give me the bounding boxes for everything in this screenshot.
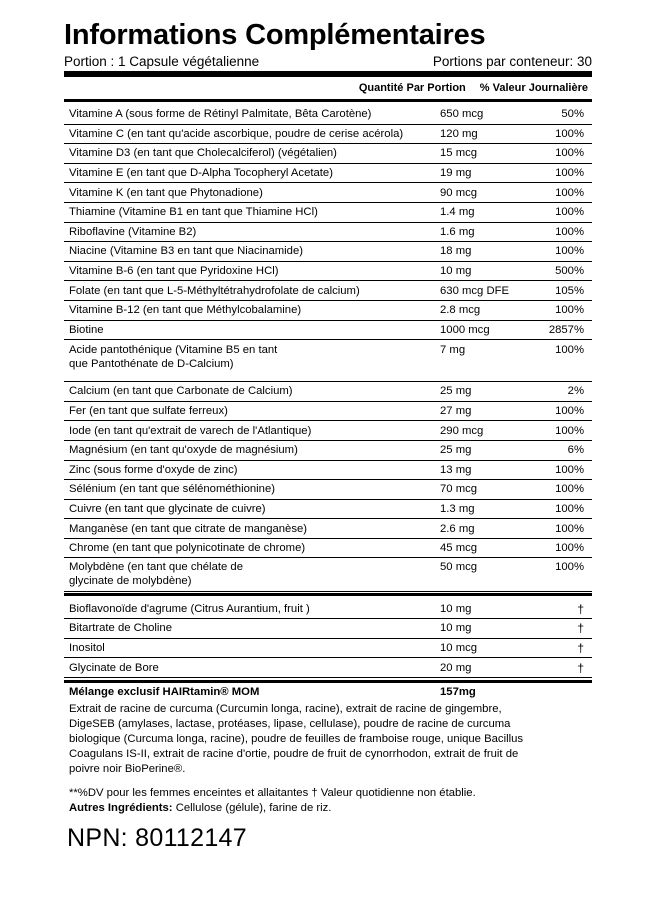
ingredient-name-line: que Pantothénate de D-Calcium)	[69, 358, 234, 371]
blend-ingredients	[69, 702, 592, 777]
ingredient-dv: 100%	[555, 522, 584, 535]
other-ingredients-table	[64, 599, 592, 677]
nutrient-row	[64, 164, 592, 184]
ingredient-name: Fer (en tant que sulfate ferreux)	[69, 405, 228, 418]
ingredient-dv: 100%	[555, 405, 584, 418]
ingredient-name: Inositol	[69, 641, 105, 654]
ingredient-dv: 100%	[555, 167, 584, 180]
nutrient-row	[64, 242, 592, 262]
ingredient-amount: 1.3 mg	[440, 502, 475, 515]
ingredient-name: Calcium (en tant que Carbonate de Calcium)	[69, 385, 293, 398]
other-ingredients-line	[69, 801, 592, 816]
ingredient-amount: 19 mg	[440, 167, 472, 180]
ingredient-dv: †	[577, 621, 584, 636]
nutrient-row	[64, 144, 592, 164]
blend-amount: 157mg	[440, 685, 476, 698]
nutrient-row	[64, 500, 592, 520]
ingredient-amount: 2.6 mg	[440, 522, 475, 535]
blend-line: poivre noir BioPerine®.	[69, 762, 186, 775]
ingredient-amount: 25 mg	[440, 444, 472, 457]
ingredient-name: Riboflavine (Vitamine B2)	[69, 225, 197, 238]
ingredient-amount: 18 mg	[440, 245, 472, 258]
nutrient-row	[64, 281, 592, 301]
nutrient-row	[64, 105, 592, 125]
other-ingredient-row	[64, 658, 592, 678]
nutrient-row	[64, 461, 592, 481]
blend-line: DigeSEB (amylases, lactase, protéases, lipase, cellulase), poudre de racine de curcuma	[69, 717, 511, 730]
ingredient-amount: 1.6 mg	[440, 225, 475, 238]
nutrient-row	[64, 441, 592, 461]
blend-line: Extrait de racine de curcuma (Curcumin longa, racine), extrait de racine de gingembre,	[69, 702, 502, 715]
ingredient-name: Iode (en tant qu'extrait de varech de l'Atlantique)	[69, 424, 312, 437]
serving-info	[64, 54, 592, 70]
nutrient-row	[64, 223, 592, 243]
ingredient-name: Sélénium (en tant que sélénométhionine)	[69, 483, 275, 496]
ingredient-name: Bioflavonoïde d'agrume (Citrus Aurantium, fruit )	[69, 602, 310, 615]
divider-medium	[64, 593, 592, 596]
ingredient-dv: 100%	[555, 463, 584, 476]
ingredient-amount: 7 mg	[440, 344, 466, 357]
ingredient-name: Niacine (Vitamine B3 en tant que Niacinamide)	[69, 245, 304, 258]
ingredient-dv: 6%	[567, 444, 584, 457]
nutrient-row	[64, 539, 592, 559]
nutrient-row	[64, 480, 592, 500]
ingredient-dv: 2857%	[548, 323, 584, 336]
amount-header: Quantité Par Portion	[358, 82, 466, 94]
ingredient-dv: 100%	[555, 483, 584, 496]
nutrient-row	[64, 421, 592, 441]
ingredient-name: Glycinate de Bore	[69, 661, 159, 674]
nutrient-row	[64, 558, 592, 592]
ingredient-amount: 10 mg	[440, 602, 472, 615]
nutrient-row	[64, 321, 592, 341]
ingredient-name: Vitamine K (en tant que Phytonadione)	[69, 186, 263, 199]
ingredient-dv: 105%	[555, 284, 584, 297]
ingredient-amount: 13 mg	[440, 463, 472, 476]
other-ingredients-value: Cellulose (gélule), farine de riz.	[172, 801, 332, 814]
nutrient-row	[64, 402, 592, 422]
ingredient-dv: 100%	[555, 147, 584, 160]
npn-number: NPN: 80112147	[67, 823, 247, 852]
other-ingredient-row	[64, 639, 592, 659]
serving-size: Portion : 1 Capsule végétalienne	[64, 54, 260, 69]
nutrient-table	[64, 105, 592, 592]
ingredient-name: Chrome (en tant que polynicotinate de chrome)	[69, 542, 306, 555]
ingredient-amount: 1.4 mg	[440, 206, 475, 219]
ingredient-dv: 100%	[555, 542, 584, 555]
ingredient-amount: 650 mcg	[440, 108, 484, 121]
dv-note: **%DV pour les femmes enceintes et allaitantes † Valeur quotidienne non établie.	[69, 786, 476, 799]
divider-medium	[64, 99, 592, 102]
nutrient-row	[64, 519, 592, 539]
other-ingredient-row	[64, 619, 592, 639]
dv-header: % Valeur Journalière	[479, 82, 588, 94]
ingredient-dv: †	[577, 601, 584, 616]
ingredient-name-line: Acide pantothénique (Vitamine B5 en tant	[69, 344, 278, 357]
ingredient-name: Vitamine B-12 (en tant que Méthylcobalamine)	[69, 304, 302, 317]
ingredient-dv: 100%	[555, 304, 584, 317]
blend-name: Mélange exclusif HAIRtamin® MOM	[69, 685, 260, 698]
supplement-facts-panel	[64, 18, 592, 853]
panel-title: Informations Complémentaires	[64, 19, 486, 51]
ingredient-amount: 630 mcg DFE	[440, 284, 510, 297]
nutrient-row	[64, 125, 592, 145]
ingredient-amount: 290 mcg	[440, 424, 484, 437]
ingredient-name-line: glycinate de molybdène)	[69, 575, 192, 588]
ingredient-dv: 100%	[555, 502, 584, 515]
ingredient-dv: 500%	[555, 265, 584, 278]
ingredient-amount: 90 mcg	[440, 186, 478, 199]
ingredient-name	[64, 343, 440, 371]
servings-per-container: Portions par conteneur: 30	[432, 54, 592, 69]
ingredient-name: Vitamine B-6 (en tant que Pyridoxine HCl)	[69, 265, 279, 278]
proprietary-blend	[64, 683, 592, 777]
ingredient-dv: 100%	[555, 424, 584, 437]
ingredient-dv: 100%	[555, 245, 584, 258]
ingredient-name: Vitamine A (sous forme de Rétinyl Palmitate, Bêta Carotène)	[69, 108, 372, 121]
ingredient-dv: †	[577, 640, 584, 655]
ingredient-name: Zinc (sous forme d'oxyde de zinc)	[69, 463, 238, 476]
blend-line: biologique (Curcuma longa, racine), poudre de feuilles de framboise rouge, unique Bacillus	[69, 732, 524, 745]
ingredient-amount: 10 mg	[440, 622, 472, 635]
ingredient-dv: 100%	[555, 225, 584, 238]
ingredient-dv: 100%	[555, 127, 584, 140]
ingredient-name: Folate (en tant que L-5-Méthyltétrahydrofolate de calcium)	[69, 284, 360, 297]
nutrient-row	[64, 301, 592, 321]
ingredient-name: Cuivre (en tant que glycinate de cuivre)	[69, 502, 266, 515]
ingredient-amount: 1000 mcg	[440, 323, 490, 336]
ingredient-amount: 15 mcg	[440, 147, 478, 160]
other-ingredient-row	[64, 599, 592, 619]
ingredient-dv: 100%	[555, 206, 584, 219]
ingredient-name: Vitamine E (en tant que D-Alpha Tocopheryl Acetate)	[69, 167, 333, 180]
ingredient-name: Vitamine C (en tant qu'acide ascorbique, poudre de cerise acérola)	[69, 127, 404, 140]
blend-line: Coagulans IS-II, extrait de racine d'ortie, poudre de fruit de cynorrhodon, extrait de fruit de	[69, 747, 519, 760]
ingredient-name: Magnésium (en tant qu'oxyde de magnésium)	[69, 444, 298, 457]
nutrient-row	[64, 382, 592, 402]
ingredient-dv: †	[577, 660, 584, 675]
ingredient-amount: 20 mg	[440, 661, 472, 674]
ingredient-amount: 50 mcg	[440, 561, 478, 574]
ingredient-amount: 45 mcg	[440, 542, 478, 555]
nutrient-row	[64, 262, 592, 282]
ingredient-name: Thiamine (Vitamine B1 en tant que Thiamine HCl)	[69, 206, 318, 219]
ingredient-amount: 70 mcg	[440, 483, 478, 496]
ingredient-dv: 2%	[567, 385, 584, 398]
nutrient-row	[64, 340, 592, 382]
ingredient-name	[64, 560, 440, 588]
ingredient-amount: 27 mg	[440, 405, 472, 418]
ingredient-amount: 10 mg	[440, 265, 472, 278]
ingredient-name: Vitamine D3 (en tant que Cholecalciferol) (végétalien)	[69, 147, 337, 160]
ingredient-name: Biotine	[69, 323, 104, 336]
ingredient-amount: 25 mg	[440, 385, 472, 398]
nutrient-row	[64, 183, 592, 203]
ingredient-name: Bitartrate de Choline	[69, 622, 172, 635]
ingredient-amount: 120 mg	[440, 127, 478, 140]
footer-notes	[64, 786, 592, 816]
ingredient-name-line: Molybdène (en tant que chélate de	[69, 561, 243, 574]
other-ingredients-label: Autres Ingrédients:	[69, 801, 173, 814]
ingredient-dv: 50%	[561, 108, 584, 121]
ingredient-name: Manganèse (en tant que citrate de manganèse)	[69, 522, 308, 535]
nutrient-row	[64, 203, 592, 223]
ingredient-dv: 100%	[555, 344, 584, 357]
ingredient-amount: 10 mcg	[440, 641, 478, 654]
ingredient-dv: 100%	[555, 186, 584, 199]
ingredient-dv: 100%	[555, 561, 584, 574]
ingredient-amount: 2.8 mcg	[440, 304, 481, 317]
column-headers	[64, 77, 592, 99]
